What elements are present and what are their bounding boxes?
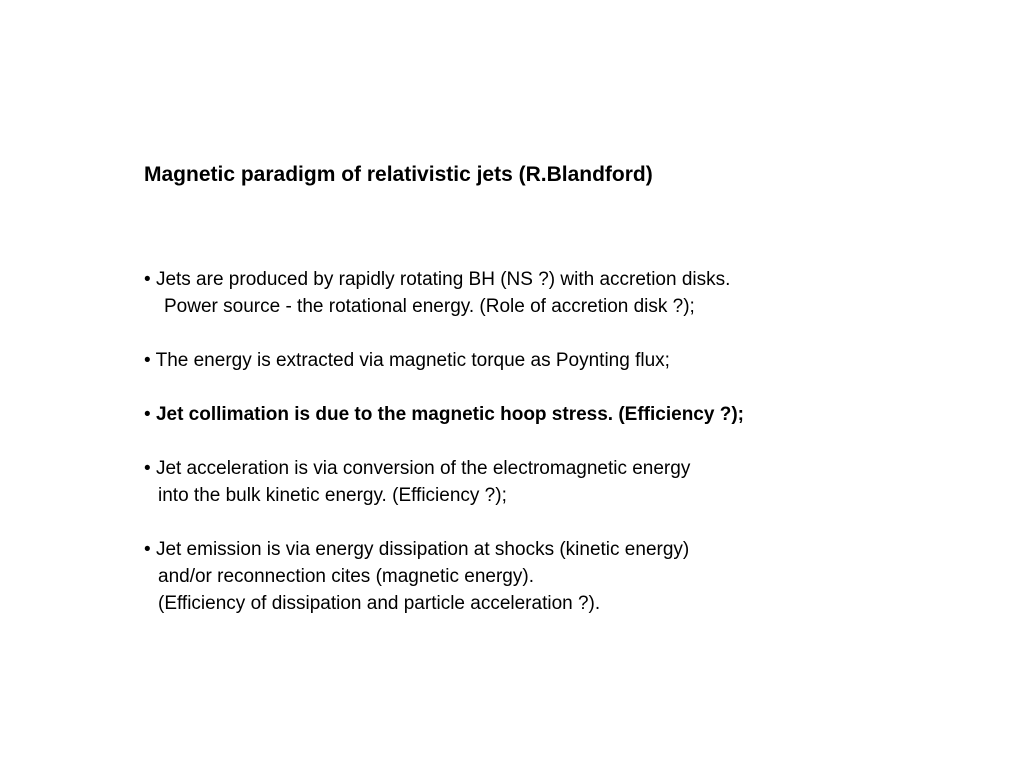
bullet-continuation: Power source - the rotational energy. (Role of accretion disk ?); — [164, 296, 695, 317]
bullet-glyph: • — [144, 458, 151, 479]
bullet-glyph: • — [144, 404, 151, 425]
bullet-line — [144, 536, 744, 563]
bullet-text: The energy is extracted via magnetic torque as Poynting flux; — [155, 350, 670, 371]
bullet-line — [144, 401, 744, 428]
bullet-spacer — [144, 320, 744, 347]
bullet-text: Jets are produced by rapidly rotating BH (NS ?) with accretion disks. — [155, 269, 731, 290]
slide-title: Magnetic paradigm of relativistic jets (R.Blandford) — [144, 163, 653, 186]
bullet-list — [144, 266, 744, 617]
bullet-spacer — [144, 374, 744, 401]
bullet-line — [144, 455, 744, 482]
bullet-spacer — [144, 428, 744, 455]
bullet-item-2 — [144, 347, 744, 374]
bullet-item-5 — [144, 536, 744, 617]
bullet-glyph: • — [144, 269, 151, 290]
bullet-continuation: and/or reconnection cites (magnetic energy). — [158, 566, 534, 587]
bullet-text: Jet emission is via energy dissipation at shocks (kinetic energy) — [155, 539, 690, 560]
bullet-line — [144, 347, 744, 374]
bullet-line — [144, 266, 744, 293]
bullet-text-bold: Jet collimation is due to the magnetic hoop stress. (Efficiency ?); — [155, 404, 744, 425]
bullet-glyph: • — [144, 350, 151, 371]
bullet-item-4 — [144, 455, 744, 509]
bullet-glyph: • — [144, 539, 151, 560]
bullet-continuation: into the bulk kinetic energy. (Efficiency ?); — [158, 485, 507, 506]
bullet-spacer — [144, 509, 744, 536]
bullet-item-1 — [144, 266, 744, 320]
bullet-item-3 — [144, 401, 744, 428]
bullet-continuation: (Efficiency of dissipation and particle acceleration ?). — [158, 593, 601, 614]
bullet-text: Jet acceleration is via conversion of the electromagnetic energy — [155, 458, 691, 479]
